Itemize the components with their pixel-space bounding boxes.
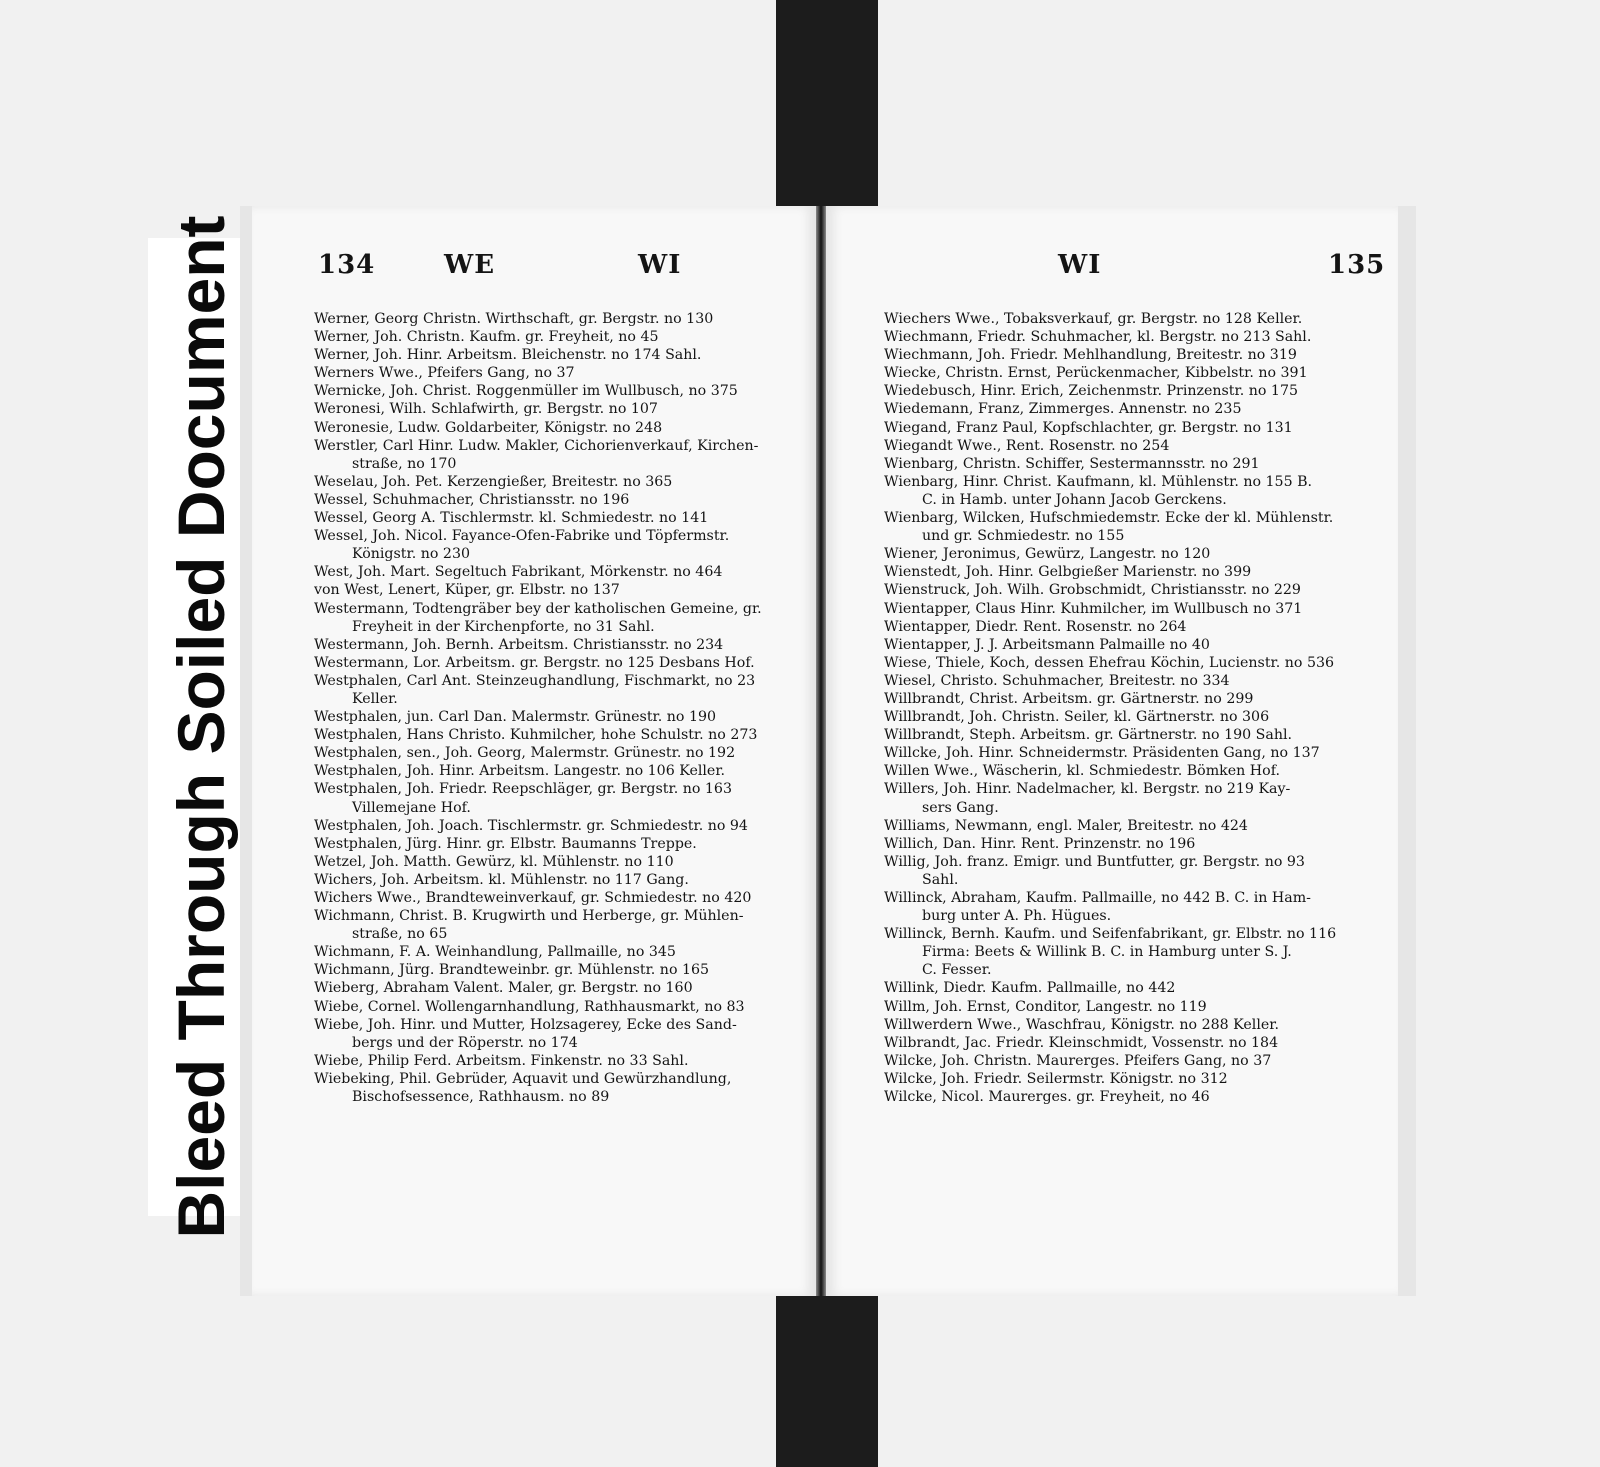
directory-entry-line: Wetzel, Joh. Matth. Gewürz, kl. Mühlenstr. no 110 bbox=[314, 853, 674, 870]
directory-entry-line: Wessel, Schuhmacher, Christiansstr. no 196 bbox=[314, 491, 630, 508]
directory-entry-line: Wiegandt Wwe., Rent. Rosenstr. no 254 bbox=[884, 437, 1170, 454]
directory-entry-line: Wienbarg, Wilcken, Hufschmiedemstr. Ecke der kl. Mühlenstr. bbox=[884, 510, 1334, 527]
directory-entry-line: Westphalen, Joh. Joach. Tischlermstr. gr. Schmiedestr. no 94 bbox=[314, 817, 748, 834]
running-head-wi-left: WI bbox=[638, 250, 682, 280]
left-page-header bbox=[252, 250, 814, 286]
directory-entry-line: Westphalen, Hans Christo. Kuhmilcher, hohe Schulstr. no 273 bbox=[314, 727, 758, 744]
directory-entry-line: Wiedebusch, Hinr. Erich, Zeichenmstr. Prinzenstr. no 175 bbox=[884, 383, 1299, 400]
binding-strap-top bbox=[776, 0, 878, 208]
directory-entry-line: Wilcke, Joh. Friedr. Seilermstr. Königstr. no 312 bbox=[884, 1070, 1228, 1087]
directory-entry-line: Westphalen, Joh. Friedr. Reepschläger, gr. Bergstr. no 163 bbox=[314, 781, 732, 798]
directory-entry-line: Wiecke, Christn. Ernst, Perückenmacher, Kibbelstr. no 391 bbox=[884, 365, 1308, 382]
page-number-right: 135 bbox=[1328, 250, 1386, 280]
directory-entry-line: Königstr. no 230 bbox=[352, 546, 471, 563]
directory-entry-line: Werner, Joh. Hinr. Arbeitsm. Bleichenstr. no 174 Sahl. bbox=[314, 347, 702, 364]
directory-entry-line: Willbrandt, Christ. Arbeitsm. gr. Gärtnerstr. no 299 bbox=[884, 690, 1254, 707]
directory-entry-line: Wilbrandt, Jac. Friedr. Kleinschmidt, Vossenstr. no 184 bbox=[884, 1034, 1279, 1051]
directory-entry-line: Willcke, Joh. Hinr. Schneidermstr. Präsidenten Gang, no 137 bbox=[884, 745, 1320, 762]
left-page bbox=[252, 206, 814, 1296]
directory-entry-line: Willbrandt, Joh. Christn. Seiler, kl. Gärtnerstr. no 306 bbox=[884, 709, 1270, 726]
directory-entry-line: Wichmann, Christ. B. Krugwirth und Herberge, gr. Mühlen- bbox=[314, 908, 744, 925]
directory-entry-line: C. Fesser. bbox=[922, 962, 992, 979]
directory-entry-line: Wienbarg, Hinr. Christ. Kaufmann, kl. Mühlenstr. no 155 B. bbox=[884, 473, 1313, 490]
directory-entry-line: Wiechers Wwe., Tobaksverkauf, gr. Bergstr. no 128 Keller. bbox=[884, 311, 1303, 327]
directory-entry-line: straße, no 65 bbox=[352, 926, 448, 943]
directory-entry-line: Wilcke, Joh. Christn. Maurerges. Pfeifers Gang, no 37 bbox=[884, 1052, 1272, 1069]
document-label: Bleed Through Soiled Document bbox=[164, 215, 238, 1239]
directory-entry-line: Willinck, Bernh. Kaufm. und Seifenfabrikant, gr. Elbstr. no 116 bbox=[884, 926, 1337, 943]
directory-entry-line: Bischofsessence, Rathhausm. no 89 bbox=[352, 1089, 610, 1106]
right-entry-list bbox=[884, 310, 1378, 1106]
directory-entry-line: Westermann, Joh. Bernh. Arbeitsm. Christiansstr. no 234 bbox=[314, 636, 724, 653]
directory-entry-line: Wernicke, Joh. Christ. Roggenmüller im Wullbusch, no 375 bbox=[314, 383, 738, 400]
right-page-header bbox=[828, 250, 1398, 286]
directory-entry-line: und gr. Schmiedestr. no 155 bbox=[922, 528, 1125, 545]
directory-entry-line: Werners Wwe., Pfeifers Gang, no 37 bbox=[314, 365, 575, 382]
directory-entry-line: Wichers, Joh. Arbeitsm. kl. Mühlenstr. no 117 Gang. bbox=[314, 871, 689, 888]
directory-entry-line: Wientapper, Diedr. Rent. Rosenstr. no 264 bbox=[884, 618, 1187, 635]
directory-entry-line: Villemejane Hof. bbox=[352, 799, 471, 816]
directory-entry-line: Weselau, Joh. Pet. Kerzengießer, Breitestr. no 365 bbox=[314, 473, 673, 490]
directory-entry-line: Wiebe, Cornel. Wollengarnhandlung, Rathhausmarkt, no 83 bbox=[314, 998, 745, 1015]
directory-entry-line: Wessel, Joh. Nicol. Fayance-Ofen-Fabrike und Töpfermstr. bbox=[314, 528, 730, 545]
directory-entry-line: Wientapper, Claus Hinr. Kuhmilcher, im Wullbusch no 371 bbox=[884, 600, 1303, 617]
directory-entry-line: bergs und der Röperstr. no 174 bbox=[352, 1034, 578, 1051]
directory-entry-line: Westphalen, sen., Joh. Georg, Malermstr. Grünestr. no 192 bbox=[314, 745, 736, 762]
right-page bbox=[828, 206, 1398, 1296]
directory-entry-line: Westphalen, Carl Ant. Steinzeughandlung, Fischmarkt, no 23 bbox=[314, 672, 756, 689]
directory-entry-line: Wiegand, Franz Paul, Kopfschlachter, gr. Bergstr. no 131 bbox=[884, 419, 1293, 436]
directory-entry-line: Wiebe, Philip Ferd. Arbeitsm. Finkenstr. no 33 Sahl. bbox=[314, 1052, 689, 1069]
directory-entry-line: Weronesi, Wilh. Schlafwirth, gr. Bergstr. no 107 bbox=[314, 401, 658, 418]
directory-entry-line: Wessel, Georg A. Tischlermstr. kl. Schmiedestr. no 141 bbox=[314, 510, 709, 527]
left-entry-list bbox=[314, 310, 804, 1106]
directory-entry-line: Wilcke, Nicol. Maurerges. gr. Freyheit, no 46 bbox=[884, 1089, 1210, 1106]
directory-entry-line: Freyheit in der Kirchenpforte, no 31 Sahl. bbox=[352, 618, 655, 635]
directory-entry-line: Wieberg, Abraham Valent. Maler, gr. Bergstr. no 160 bbox=[314, 980, 693, 997]
directory-entry-line: Wiesel, Christo. Schuhmacher, Breitestr. no 334 bbox=[884, 672, 1230, 689]
directory-entry-line: Westphalen, jun. Carl Dan. Malermstr. Grünestr. no 190 bbox=[314, 709, 717, 726]
directory-entry-line: Willwerdern Wwe., Waschfrau, Königstr. no 288 Keller. bbox=[884, 1016, 1279, 1033]
directory-entry-line: Westphalen, Jürg. Hinr. gr. Elbstr. Baumanns Treppe. bbox=[314, 835, 697, 852]
directory-entry-line: Wienstedt, Joh. Hinr. Gelbgießer Marienstr. no 399 bbox=[884, 564, 1252, 581]
page-number-left: 134 bbox=[318, 250, 376, 280]
running-head-wi-right: WI bbox=[1058, 250, 1102, 280]
open-book bbox=[240, 206, 1416, 1296]
directory-entry-line: straße, no 170 bbox=[352, 455, 457, 472]
directory-entry-line: Firma: Beets & Willink B. C. in Hamburg unter S. J. bbox=[922, 944, 1292, 961]
directory-entry-line: Willinck, Abraham, Kaufm. Pallmaille, no 442 B. C. in Ham- bbox=[884, 890, 1311, 906]
directory-entry-line: Werner, Georg Christn. Wirthschaft, gr. Bergstr. no 130 bbox=[314, 311, 714, 327]
directory-entry-line: C. in Hamb. unter Johann Jacob Gerckens. bbox=[922, 491, 1227, 508]
directory-entry-line: Wienstruck, Joh. Wilh. Grobschmidt, Christiansstr. no 229 bbox=[884, 582, 1301, 599]
book-gutter bbox=[816, 206, 826, 1296]
directory-entry-line: Willm, Joh. Ernst, Conditor, Langestr. no 119 bbox=[884, 998, 1207, 1015]
directory-entry-line: Wiechmann, Joh. Friedr. Mehlhandlung, Breitestr. no 319 bbox=[884, 347, 1297, 364]
running-head-we: WE bbox=[444, 250, 496, 280]
directory-entry-line: Williams, Newmann, engl. Maler, Breitestr. no 424 bbox=[884, 817, 1248, 834]
directory-entry-line: Wiechmann, Friedr. Schuhmacher, kl. Bergstr. no 213 Sahl. bbox=[884, 329, 1312, 346]
directory-entry-line: Willen Wwe., Wäscherin, kl. Schmiedestr. Bömken Hof. bbox=[884, 763, 1280, 780]
directory-entry-line: Sahl. bbox=[922, 871, 959, 888]
directory-entry-line: sers Gang. bbox=[922, 799, 999, 816]
directory-entry-line: Willers, Joh. Hinr. Nadelmacher, kl. Bergstr. no 219 Kay- bbox=[884, 781, 1291, 798]
directory-entry-line: Westermann, Todtengräber bey der katholischen Gemeine, gr. bbox=[314, 600, 762, 617]
directory-entry-line: Willich, Dan. Hinr. Rent. Prinzenstr. no 196 bbox=[884, 835, 1196, 852]
directory-entry-line: Weronesie, Ludw. Goldarbeiter, Königstr. no 248 bbox=[314, 419, 663, 436]
directory-entry-line: Willbrandt, Steph. Arbeitsm. gr. Gärtnerstr. no 190 Sahl. bbox=[884, 727, 1293, 744]
directory-entry-line: Wiese, Thiele, Koch, dessen Ehefrau Köchin, Lucienstr. no 536 bbox=[884, 654, 1335, 671]
directory-entry-line: burg unter A. Ph. Hügues. bbox=[922, 908, 1112, 925]
directory-entry-line: Wiebe, Joh. Hinr. und Mutter, Holzsagerey, Ecke des Sand- bbox=[314, 1016, 737, 1033]
directory-entry-line: Wiener, Jeronimus, Gewürz, Langestr. no 120 bbox=[884, 546, 1211, 563]
directory-entry-line: Willig, Joh. franz. Emigr. und Buntfutter, gr. Bergstr. no 93 bbox=[884, 853, 1305, 870]
directory-entry-line: Willink, Diedr. Kaufm. Pallmaille, no 442 bbox=[884, 980, 1176, 997]
directory-entry-line: Werstler, Carl Hinr. Ludw. Makler, Cichorienverkauf, Kirchen- bbox=[314, 437, 759, 454]
directory-entry-line: Keller. bbox=[352, 690, 398, 707]
directory-entry-line: Wiedemann, Franz, Zimmerges. Annenstr. no 235 bbox=[884, 401, 1242, 418]
directory-entry-line: von West, Lenert, Küper, gr. Elbstr. no 137 bbox=[314, 582, 620, 599]
directory-entry-line: Wichmann, Jürg. Brandteweinbr. gr. Mühlenstr. no 165 bbox=[314, 962, 710, 979]
directory-entry-line: Westphalen, Joh. Hinr. Arbeitsm. Langestr. no 106 Keller. bbox=[314, 763, 726, 780]
directory-entry-line: Wientapper, J. J. Arbeitsmann Palmaille no 40 bbox=[884, 636, 1210, 653]
directory-entry-line: West, Joh. Mart. Segeltuch Fabrikant, Mörkenstr. no 464 bbox=[314, 564, 723, 581]
binding-strap-bottom bbox=[776, 1296, 878, 1467]
directory-entry-line: Wichers Wwe., Brandteweinverkauf, gr. Schmiedestr. no 420 bbox=[314, 890, 752, 906]
directory-entry-line: Wiebeking, Phil. Gebrüder, Aquavit und Gewürzhandlung, bbox=[314, 1070, 732, 1087]
directory-entry-line: Wienbarg, Christn. Schiffer, Sestermannsstr. no 291 bbox=[884, 455, 1260, 472]
directory-entry-line: Westermann, Lor. Arbeitsm. gr. Bergstr. no 125 Desbans Hof. bbox=[314, 654, 755, 671]
directory-entry-line: Werner, Joh. Christn. Kaufm. gr. Freyheit, no 45 bbox=[314, 329, 659, 346]
directory-entry-line: Wichmann, F. A. Weinhandlung, Pallmaille, no 345 bbox=[314, 944, 676, 961]
